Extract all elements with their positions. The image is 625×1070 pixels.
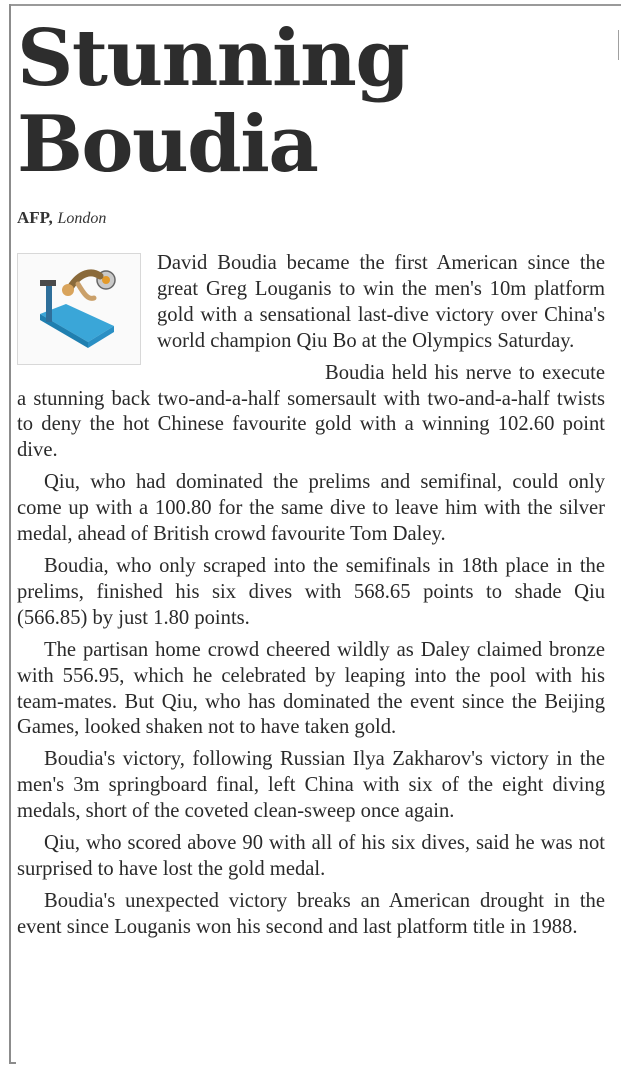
byline <box>17 208 605 229</box>
paragraph: Boudia's victory, following Russian Ilya Zakharov's victory in the men's 3m springboard final, left China with six of the eight diving medals, short of the coveted clean-sweep once again. <box>17 748 605 823</box>
news-article <box>17 13 605 947</box>
paragraph: Boudia, who only scraped into the semifinals in 18th place in the prelims, finished his six dives with 568.65 points to shade Qiu (566.85) by just 1.80 points. <box>17 554 605 629</box>
paragraph: Qiu, who scored above 90 with all of his six dives, said he was not surprised to have lost the gold medal. <box>17 832 605 880</box>
left-border-rule <box>9 4 11 1062</box>
byline-agency: AFP, <box>17 208 53 227</box>
paragraph: Boudia held his nerve to execute a stunning back two-and-a-half somersault with two-and-a-half twists to deny the hot Chinese favourite gold with a winning 102.60 point dive. <box>17 361 605 462</box>
paragraph: Qiu, who had dominated the prelims and semifinal, could only come up with a 100.80 for the same dive to leave him with the silver medal, ahead of British crowd favourite Tom Daley. <box>17 471 605 546</box>
headline <box>17 13 605 190</box>
bottom-border-rule <box>9 1062 16 1064</box>
diving-platform-icon <box>17 253 141 365</box>
paragraph: David Boudia became the first American since the great Greg Louganis to win the men's 10m platform gold with a sensational last-dive victory over China's world champion Qiu Bo at the Olympics Saturday. <box>157 252 605 352</box>
article-body <box>17 251 605 941</box>
headline-line-2: Boudia <box>17 99 318 190</box>
headline-line-1: Stunning <box>17 13 409 104</box>
top-border-rule <box>10 4 621 6</box>
paragraph: Boudia's unexpected victory breaks an American drought in the event since Louganis won his second and last platform title in 1988. <box>17 889 605 938</box>
right-border-rule <box>618 30 619 60</box>
paragraph: The partisan home crowd cheered wildly as Daley claimed bronze with 556.95, which he celebrated by leaping into the pool with his team-mates. But Qiu, who has dominated the event since the Beijing Games, looked shaken not to have taken gold. <box>17 638 605 739</box>
byline-location: London <box>57 210 107 227</box>
